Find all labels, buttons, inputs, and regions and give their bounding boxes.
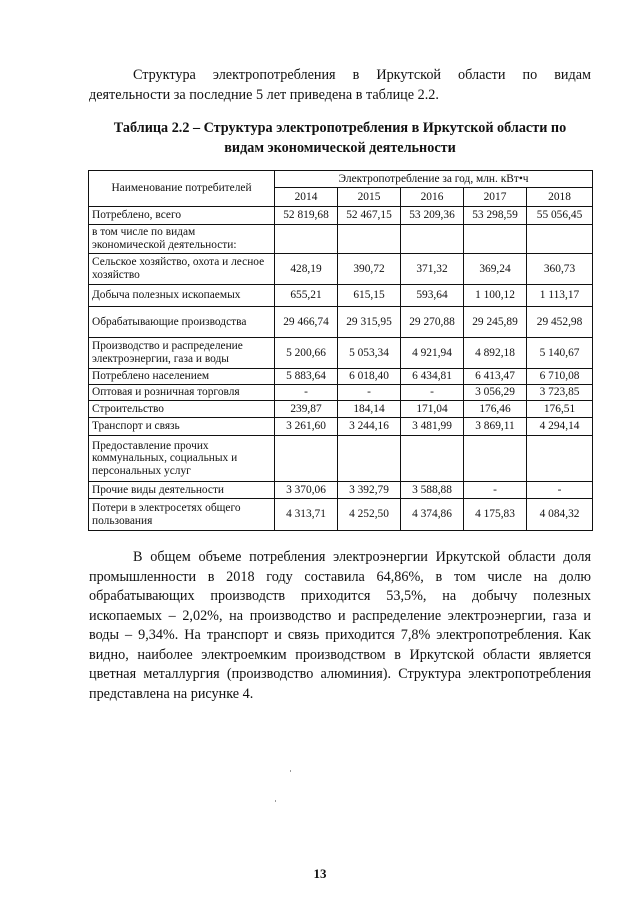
cell-value: 239,87	[275, 401, 338, 418]
cell-value	[464, 225, 527, 254]
row-label: Добыча полезных ископаемых	[89, 285, 275, 307]
cell-value: 6 710,08	[527, 369, 593, 385]
table-caption-line-1: Таблица 2.2 – Структура электропотребления в Иркутской области по	[113, 120, 567, 136]
scan-speck	[275, 800, 276, 802]
cell-value: 52 467,15	[338, 207, 401, 225]
cell-value: 3 370,06	[275, 482, 338, 499]
row-label: Предоставление прочих коммунальных, социальных и персональных услуг	[89, 436, 275, 482]
row-label: Потери в электросетях общего пользования	[89, 499, 275, 531]
cell-value: 3 056,29	[464, 385, 527, 401]
cell-value: 53 209,36	[401, 207, 464, 225]
cell-value: 29 452,98	[527, 307, 593, 338]
header-year: 2016	[401, 188, 464, 207]
conclusion-paragraph	[89, 548, 591, 704]
cell-value: 29 466,74	[275, 307, 338, 338]
cell-value: 390,72	[338, 254, 401, 285]
row-label: Оптовая и розничная торговля	[89, 385, 275, 401]
cell-value: 1 100,12	[464, 285, 527, 307]
header-year: 2014	[275, 188, 338, 207]
table-row	[89, 436, 593, 482]
header-year: 2018	[527, 188, 593, 207]
cell-value: 6 434,81	[401, 369, 464, 385]
cell-value: 176,51	[527, 401, 593, 418]
cell-value: -	[401, 385, 464, 401]
row-label: Прочие виды деятельности	[89, 482, 275, 499]
table-row	[89, 207, 593, 225]
table-row	[89, 418, 593, 436]
cell-value: 1 113,17	[527, 285, 593, 307]
row-label: Строительство	[89, 401, 275, 418]
cell-value	[338, 436, 401, 482]
cell-value: 5 200,66	[275, 338, 338, 369]
cell-value: 5 053,34	[338, 338, 401, 369]
row-label: в том числе по видам экономической деятельности:	[89, 225, 275, 254]
table-row	[89, 225, 593, 254]
cell-value: 3 723,85	[527, 385, 593, 401]
cell-value: -	[464, 482, 527, 499]
cell-value: 4 084,32	[527, 499, 593, 531]
consumption-table	[88, 170, 593, 531]
cell-value: 3 261,60	[275, 418, 338, 436]
row-label: Потреблено населением	[89, 369, 275, 385]
cell-value: 53 298,59	[464, 207, 527, 225]
cell-value	[527, 225, 593, 254]
cell-value: 29 315,95	[338, 307, 401, 338]
cell-value: -	[275, 385, 338, 401]
cell-value: 184,14	[338, 401, 401, 418]
header-year: 2015	[338, 188, 401, 207]
row-label: Сельское хозяйство, охота и лесное хозяйство	[89, 254, 275, 285]
table-row	[89, 385, 593, 401]
cell-value: -	[527, 482, 593, 499]
cell-value	[464, 436, 527, 482]
cell-value: 4 313,71	[275, 499, 338, 531]
conclusion-text: В общем объеме потребления электроэнергии Иркутской области доля промышленности в 2018 году составила 64,86%, в том числе на долю обрабатывающих производств приходится 53,5%, на добычу полезных ископаемых – 2,02%, на производство и распределение электроэнергии, газа и воды – 9,34%. На транспорт и связь приходится 7,8% электропотребления. Как видно, наиболее электроемким производством в Иркутской области является цветная металлургия (производство алюминия). Структура электропотребления представлена на рисунке 4.	[89, 549, 591, 702]
cell-value	[338, 225, 401, 254]
cell-value: 4 175,83	[464, 499, 527, 531]
intro-paragraph	[89, 66, 591, 105]
cell-value: 4 294,14	[527, 418, 593, 436]
cell-value: 3 481,99	[401, 418, 464, 436]
table-caption-line-2: видам экономической деятельности	[224, 140, 456, 156]
header-consumption-group: Электропотребление за год, млн. кВт•ч	[275, 171, 593, 188]
cell-value: 29 245,89	[464, 307, 527, 338]
header-consumer-name: Наименование потребителей	[89, 171, 275, 207]
cell-value	[401, 436, 464, 482]
row-label: Обрабатывающие производства	[89, 307, 275, 338]
cell-value: 371,32	[401, 254, 464, 285]
cell-value: 3 244,16	[338, 418, 401, 436]
cell-value: 3 588,88	[401, 482, 464, 499]
table-row	[89, 499, 593, 531]
cell-value: 29 270,88	[401, 307, 464, 338]
table-row	[89, 369, 593, 385]
cell-value: -	[338, 385, 401, 401]
row-label: Производство и распределение электроэнергии, газа и воды	[89, 338, 275, 369]
cell-value	[275, 436, 338, 482]
cell-value: 428,19	[275, 254, 338, 285]
cell-value: 593,64	[401, 285, 464, 307]
page-number: 13	[313, 866, 327, 881]
header-year: 2017	[464, 188, 527, 207]
table-caption	[89, 118, 591, 158]
table-row	[89, 285, 593, 307]
cell-value: 4 252,50	[338, 499, 401, 531]
cell-value: 52 819,68	[275, 207, 338, 225]
cell-value: 5 883,64	[275, 369, 338, 385]
table-row	[89, 307, 593, 338]
cell-value: 615,15	[338, 285, 401, 307]
cell-value: 3 392,79	[338, 482, 401, 499]
cell-value: 176,46	[464, 401, 527, 418]
table-row	[89, 254, 593, 285]
cell-value: 369,24	[464, 254, 527, 285]
table-row	[89, 482, 593, 499]
cell-value: 6 018,40	[338, 369, 401, 385]
cell-value: 360,73	[527, 254, 593, 285]
cell-value: 6 413,47	[464, 369, 527, 385]
cell-value: 3 869,11	[464, 418, 527, 436]
cell-value: 55 056,45	[527, 207, 593, 225]
cell-value: 4 921,94	[401, 338, 464, 369]
cell-value: 4 374,86	[401, 499, 464, 531]
table-row	[89, 338, 593, 369]
cell-value: 171,04	[401, 401, 464, 418]
cell-value: 4 892,18	[464, 338, 527, 369]
scan-speck	[290, 770, 291, 772]
row-label: Транспорт и связь	[89, 418, 275, 436]
cell-value	[527, 436, 593, 482]
row-label: Потреблено, всего	[89, 207, 275, 225]
cell-value	[401, 225, 464, 254]
cell-value: 655,21	[275, 285, 338, 307]
cell-value	[275, 225, 338, 254]
table-row	[89, 401, 593, 418]
intro-text: Структура электропотребления в Иркутской области по видам деятельности за последние 5 лет приведена в таблице 2.2.	[89, 67, 591, 103]
cell-value: 5 140,67	[527, 338, 593, 369]
